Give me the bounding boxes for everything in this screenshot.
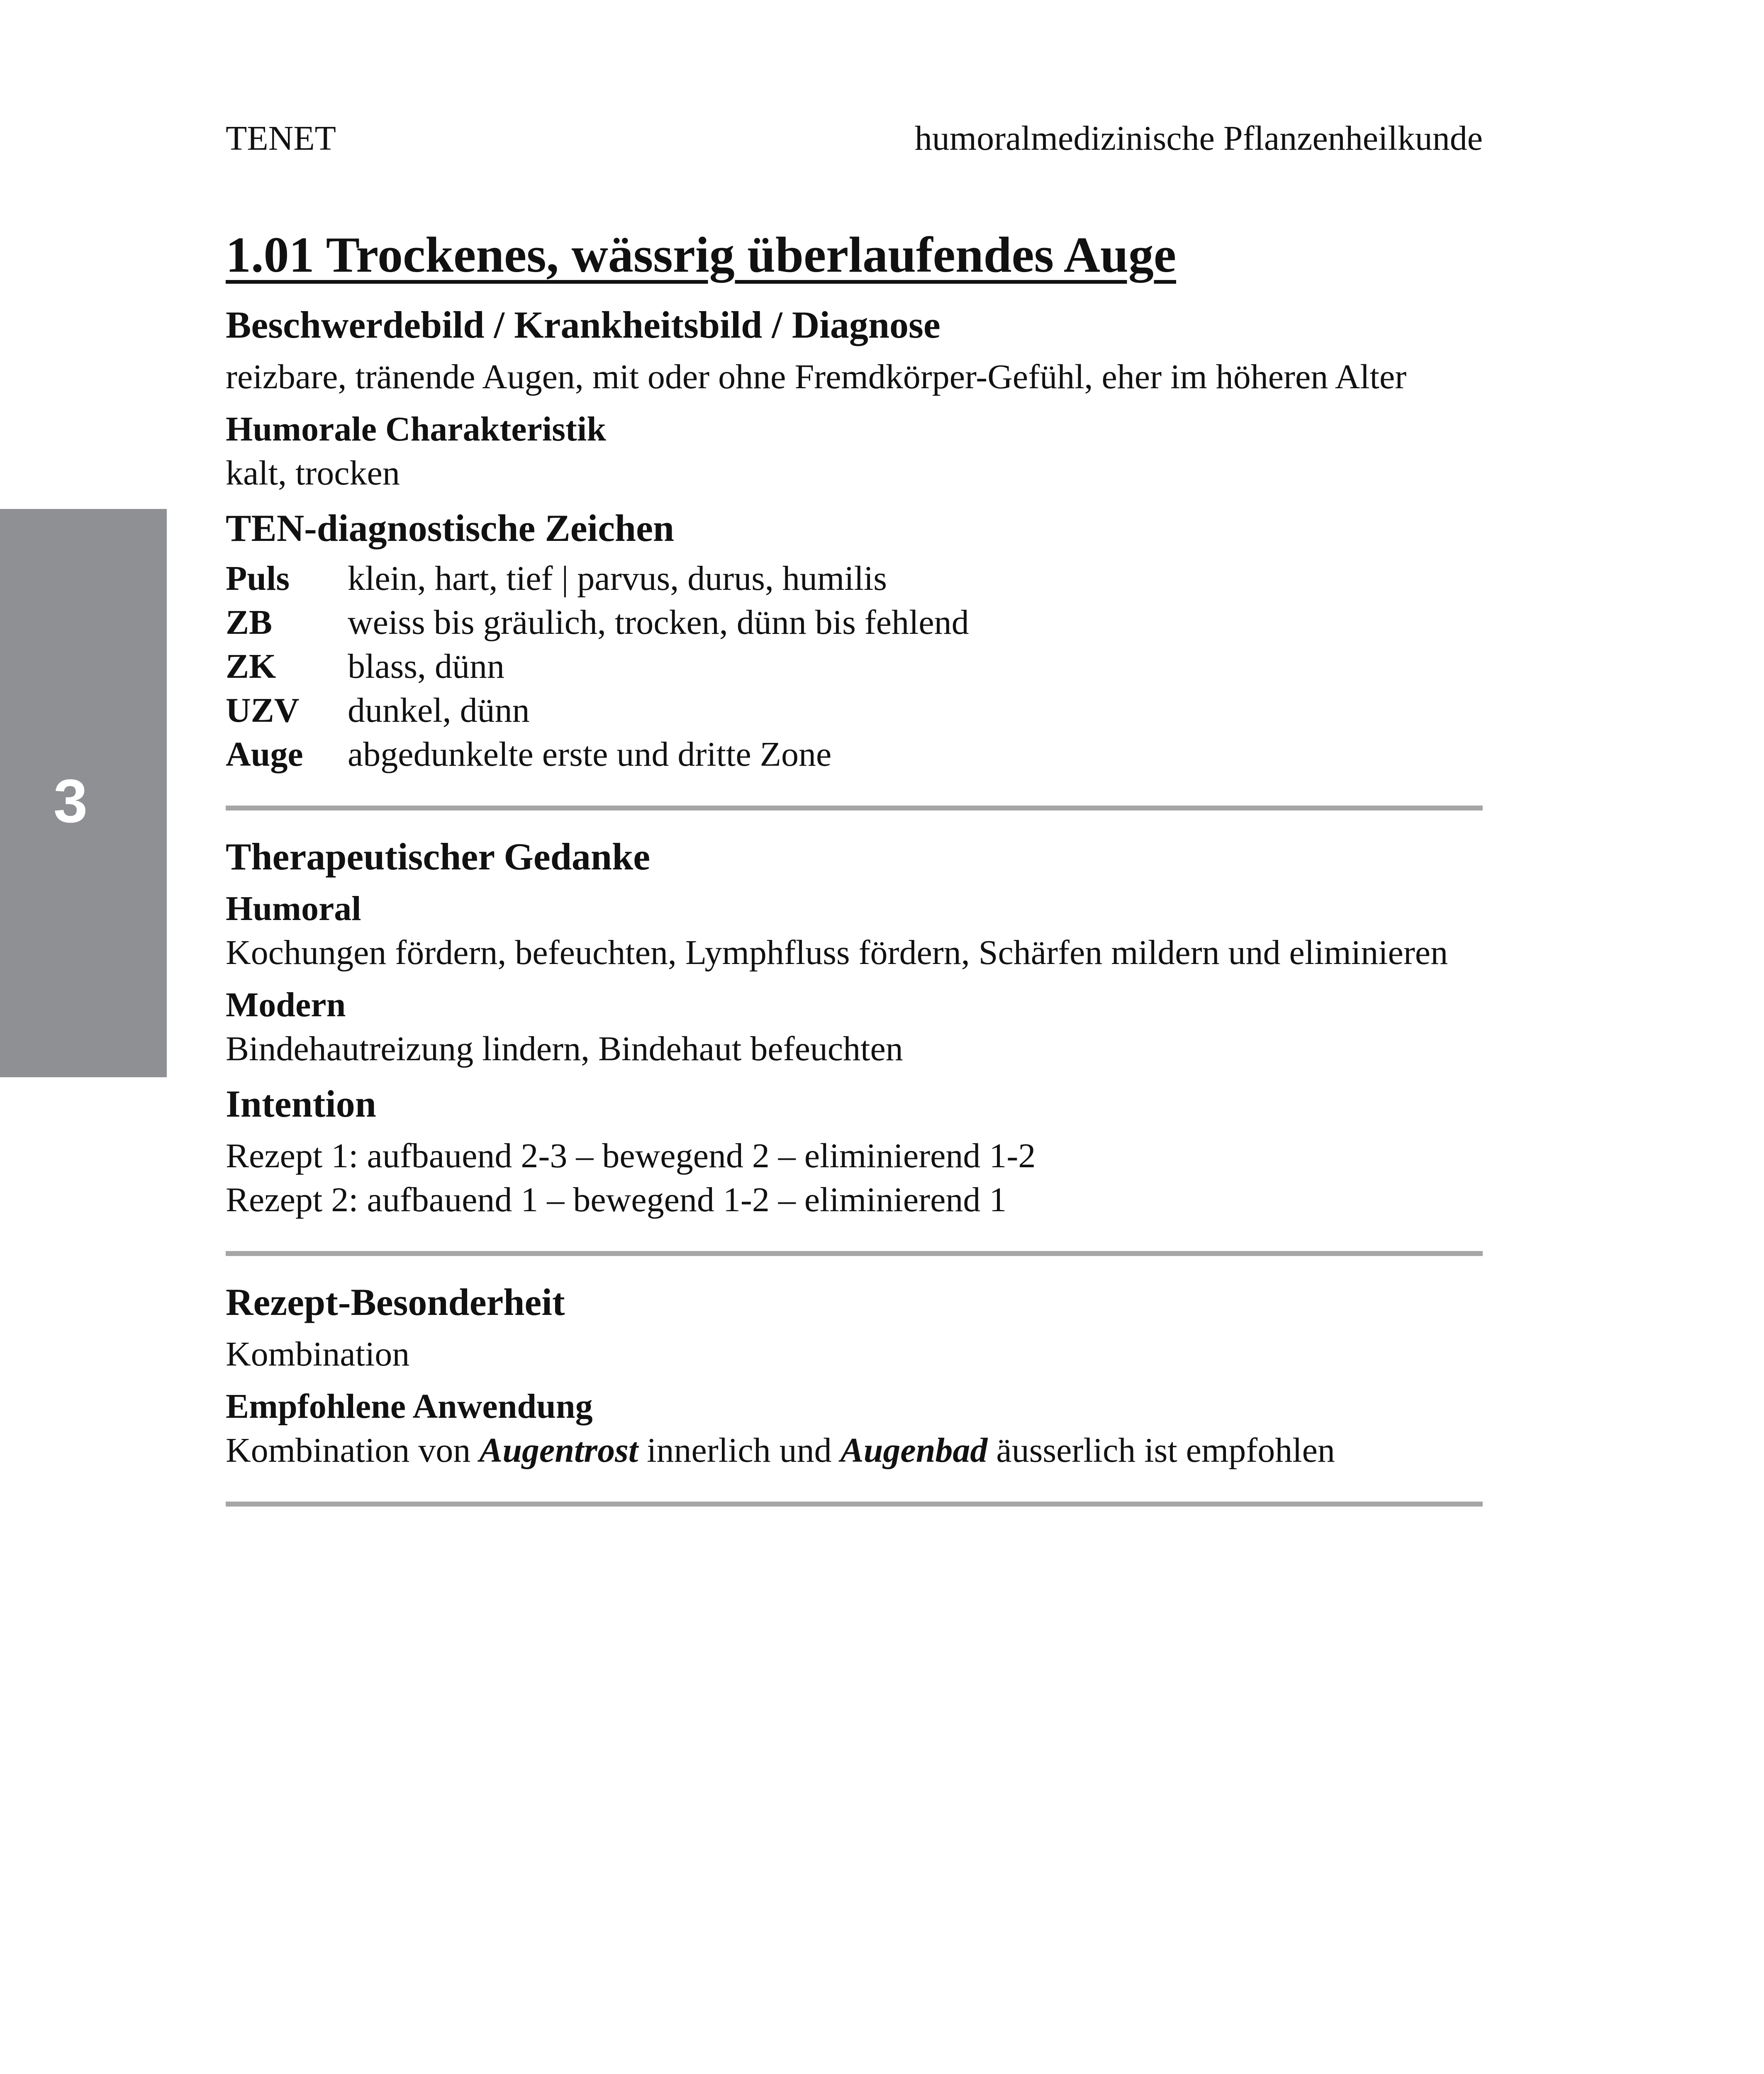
chapter-number: 3	[53, 767, 88, 835]
anwendung-text-part: äusserlich ist empfohlen	[987, 1431, 1335, 1470]
therapy-heading: Therapeutischer Gedanke	[226, 835, 651, 878]
therapy-humoral-text: Kochungen fördern, befeuchten, Lymphfluss fördern, Schärfen mildern und eliminieren	[226, 933, 1448, 972]
sign-row-uzv	[226, 689, 1483, 733]
page-header	[226, 118, 1483, 164]
sign-value: weiss bis gräulich, trocken, dünn bis fehlend	[348, 603, 969, 642]
sign-row-auge	[226, 733, 1483, 777]
beschwerde-heading: Beschwerdebild / Krankheitsbild / Diagnose	[226, 304, 940, 346]
anwendung-text-part: Kombination von	[226, 1431, 480, 1470]
page-content	[226, 224, 1483, 1507]
humorale-text: kalt, trocken	[226, 454, 400, 492]
section-divider	[226, 1502, 1483, 1507]
emphasis-augentrost: Augentrost	[479, 1431, 638, 1470]
section-divider	[226, 1251, 1483, 1256]
rezept-heading: Rezept-Besonderheit	[226, 1281, 565, 1323]
anwendung-text-part: innerlich und	[638, 1431, 841, 1470]
humorale-heading: Humorale Charakteristik	[226, 410, 606, 448]
sign-value: abgedunkelte erste und dritte Zone	[348, 735, 832, 774]
therapy-modern-heading: Modern	[226, 986, 346, 1024]
ten-heading: TEN-diagnostische Zeichen	[226, 507, 675, 549]
intention-line: Rezept 2: aufbauend 1 – bewegend 1-2 – eliminierend 1	[226, 1181, 1007, 1219]
sign-row-zb	[226, 601, 1483, 645]
page-title: 1.01 Trockenes, wässrig überlaufendes Auge	[226, 227, 1177, 283]
chapter-tab	[0, 509, 167, 1077]
anwendung-text	[226, 1429, 1483, 1473]
intention-heading: Intention	[226, 1083, 376, 1125]
sign-key: UZV	[226, 691, 300, 730]
sign-value: dunkel, dünn	[348, 691, 530, 730]
sign-key: Auge	[226, 735, 303, 774]
sign-key: ZB	[226, 603, 273, 642]
rezept-text: Kombination	[226, 1335, 410, 1373]
sign-key: Puls	[226, 559, 290, 598]
anwendung-heading: Empfohlene Anwendung	[226, 1387, 593, 1426]
therapy-modern-text: Bindehautreizung lindern, Bindehaut befeuchten	[226, 1030, 903, 1068]
therapy-humoral-heading: Humoral	[226, 889, 361, 928]
ten-signs-list	[226, 557, 1483, 777]
emphasis-augenbad: Augenbad	[840, 1431, 988, 1470]
sign-row-zk	[226, 645, 1483, 689]
sign-value: klein, hart, tief | parvus, durus, humilis	[348, 559, 887, 598]
sign-key: ZK	[226, 647, 276, 686]
sign-value: blass, dünn	[348, 647, 504, 686]
beschwerde-text: reizbare, tränende Augen, mit oder ohne Fremdkörper-Gefühl, eher im höheren Alter	[226, 358, 1407, 396]
running-header-left: TENET	[226, 119, 336, 158]
intention-line: Rezept 1: aufbauend 2-3 – bewegend 2 – eliminierend 1-2	[226, 1137, 1036, 1175]
sign-row-puls	[226, 557, 1483, 601]
running-header-right: humoralmedizinische Pflanzenheilkunde	[914, 119, 1483, 158]
section-divider	[226, 806, 1483, 811]
